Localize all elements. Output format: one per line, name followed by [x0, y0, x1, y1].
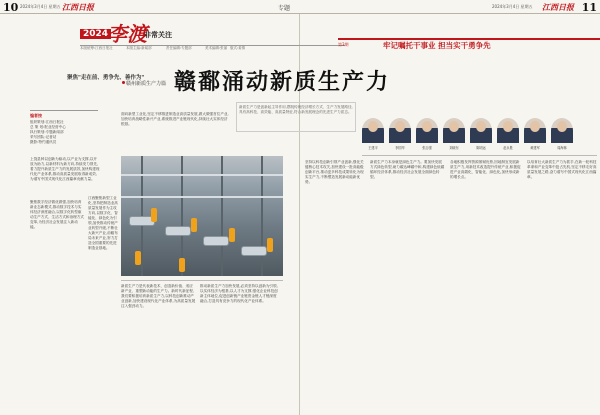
article-column: 面向新型工业化,坚定不移推进制造业高质量发展,做大做强首位产业,加快培育战略性新兴产业,系统推进产业链现代化,持续壮大实体经济根基。: [121, 112, 229, 126]
portrait-photo: [443, 118, 465, 143]
factory-photo: [121, 156, 283, 276]
editor-note-box: [30, 110, 98, 152]
portrait-photo: [362, 118, 384, 143]
left-page-number: 10: [3, 1, 19, 14]
editor-credit: 责任编辑:专题部: [166, 46, 192, 50]
right-date-line: 2024年3月4日 星期五: [492, 4, 533, 9]
article-column: 聚焦数字经济做优做强,加快培育新业态新模式,推动数字技术与实体经济深度融合,以数字化转型驱动生产方式、生活方式和治理方式变革,为经济社会发展注入新动能。: [30, 200, 84, 229]
right-masthead: 江西日报: [542, 2, 574, 12]
portrait-name: 黄建军: [530, 146, 540, 150]
banner-issue-tag: 第3期: [338, 42, 349, 47]
portrait-photo: [416, 118, 438, 143]
banner-slogan: 牢记嘱托干事业 担当实干勇争先: [383, 41, 491, 50]
left-masthead: 江西日报: [62, 2, 94, 12]
editor-note-line: 执行策划:专题新闻部: [30, 130, 64, 134]
portrait-photo: [551, 118, 573, 143]
portrait-name: 赵永胜: [503, 146, 513, 150]
article-column: 新质生产力本身就是绿色生产力。要加快发展方式绿色转型,助力碳达峰碳中和,构建绿色低碳循环经济体系,推动经济社会发展全面绿色转型。: [370, 160, 445, 179]
editor-note-title: 编者按: [30, 113, 42, 118]
portrait-photo: [389, 118, 411, 143]
article-column: 坚持以科技创新引领产业创新,强化关键核心技术攻关,加快建设一批高能级创新平台,推动更多科技成果转化为现实生产力,不断塑造发展新动能新优势。: [305, 160, 364, 184]
column-slogan: 聚焦"走在前、勇争先、善作为": [67, 75, 145, 81]
portrait-name: 周海林: [557, 146, 567, 150]
editor-note-line: 组织策划:江西日报社: [30, 120, 64, 124]
lead-paragraph: 新质生产力是创新起主导作用,摆脱传统经济增长方式、生产力发展路径,具有高科技、高效能、高质量特征,符合新发展理念的先进生产力质态。: [239, 105, 353, 114]
article-column: 推动新质生产力加快发展,必须坚持以创新为引领,以实体经济为根基,以人才为支撑,强化企业科技创新主体地位,促进创新链产业链资金链人才链深度融合,打造具有竞争力的现代化产业体系。: [200, 284, 278, 303]
divider: [362, 155, 597, 156]
portrait-name: 陈明远: [476, 146, 486, 150]
editor-credit: 本版统筹:江西日报社: [80, 46, 113, 50]
editor-credit: 版式:姜倩: [230, 46, 246, 50]
right-page-number: 11: [581, 1, 597, 14]
editor-credit: 本版主编:新闻部: [126, 46, 152, 50]
section-label: 专题: [278, 5, 291, 12]
lead-paragraph-box: [236, 102, 356, 132]
editor-note-line: 采写团队:记者站: [30, 135, 57, 139]
editor-note-line: 总 策 划:报业经营中心: [30, 125, 66, 129]
editor-credits-strip: [80, 45, 345, 50]
article-column: 以培育壮大新质生产力为抓手,在新一轮科技革命和产业变革中抢占先机,坚定不移走好高质量发展之路,奋力谱写中国式现代化江西篇章。: [527, 160, 597, 179]
article-column: 新质生产力是代表新技术、创造新价值、适应新产业、重塑新动能的生产力。新时代新征程,我们要积极培育新质生产力,以科技创新推动产业创新,加快建设现代化产业体系,为高质量发展注入强劲动力。: [121, 284, 196, 308]
portrait-name: 张志强: [422, 146, 432, 150]
portrait-row: [362, 118, 577, 150]
portrait-name: 李国华: [395, 146, 405, 150]
page-header-bar: [0, 0, 600, 14]
year-badge: 2024: [80, 29, 111, 39]
left-date-line: 2024年3月4日 星期五: [20, 4, 61, 9]
divider: [121, 280, 283, 281]
portrait-photo: [470, 118, 492, 143]
portrait-photo: [524, 118, 546, 143]
main-headline: 赣鄱涌动新质生产力: [174, 69, 391, 95]
editor-note-line: 摄影:特约通讯员: [30, 140, 57, 144]
special-column-title: 非常关注: [144, 30, 172, 39]
theme-banner: [338, 38, 600, 51]
article-column: 上饶县种以创新为驱动,以产业为支撑,以开放为助力,以新材料为新方向,持续发力领先,着力提升新质生产力的发展质效,加快构建现代化产业体系,推动高质量发展取得新成效,为谱写中国式现代化江西篇章贡献力量。: [30, 157, 100, 181]
brand-logo: 李渡: [107, 22, 147, 46]
subsection-title: 赣州新质生产力篇: [126, 81, 167, 87]
article-column: 各地积极发挥资源禀赋优势,因地制宜发展新质生产力,用新技术改造提升传统产业,积极促进产业高端化、智能化、绿色化,加快形成新的增长点。: [450, 160, 521, 179]
article-column: 江西聚焦新型工业化,坚持把制造业高质量发展作为主攻方向,以数字化、智能化、绿色化为引领,加快推动传统产业转型升级,不断壮大新兴产业,前瞻布局未来产业,努力打造全国重要的先进制造业基地。: [88, 196, 118, 250]
portrait-name: 刘晓东: [449, 146, 459, 150]
portrait-name: 王建平: [368, 146, 378, 150]
editor-credit: 美术编辑:张丽: [205, 46, 228, 50]
portrait-photo: [497, 118, 519, 143]
bullet-icon: [122, 81, 125, 84]
